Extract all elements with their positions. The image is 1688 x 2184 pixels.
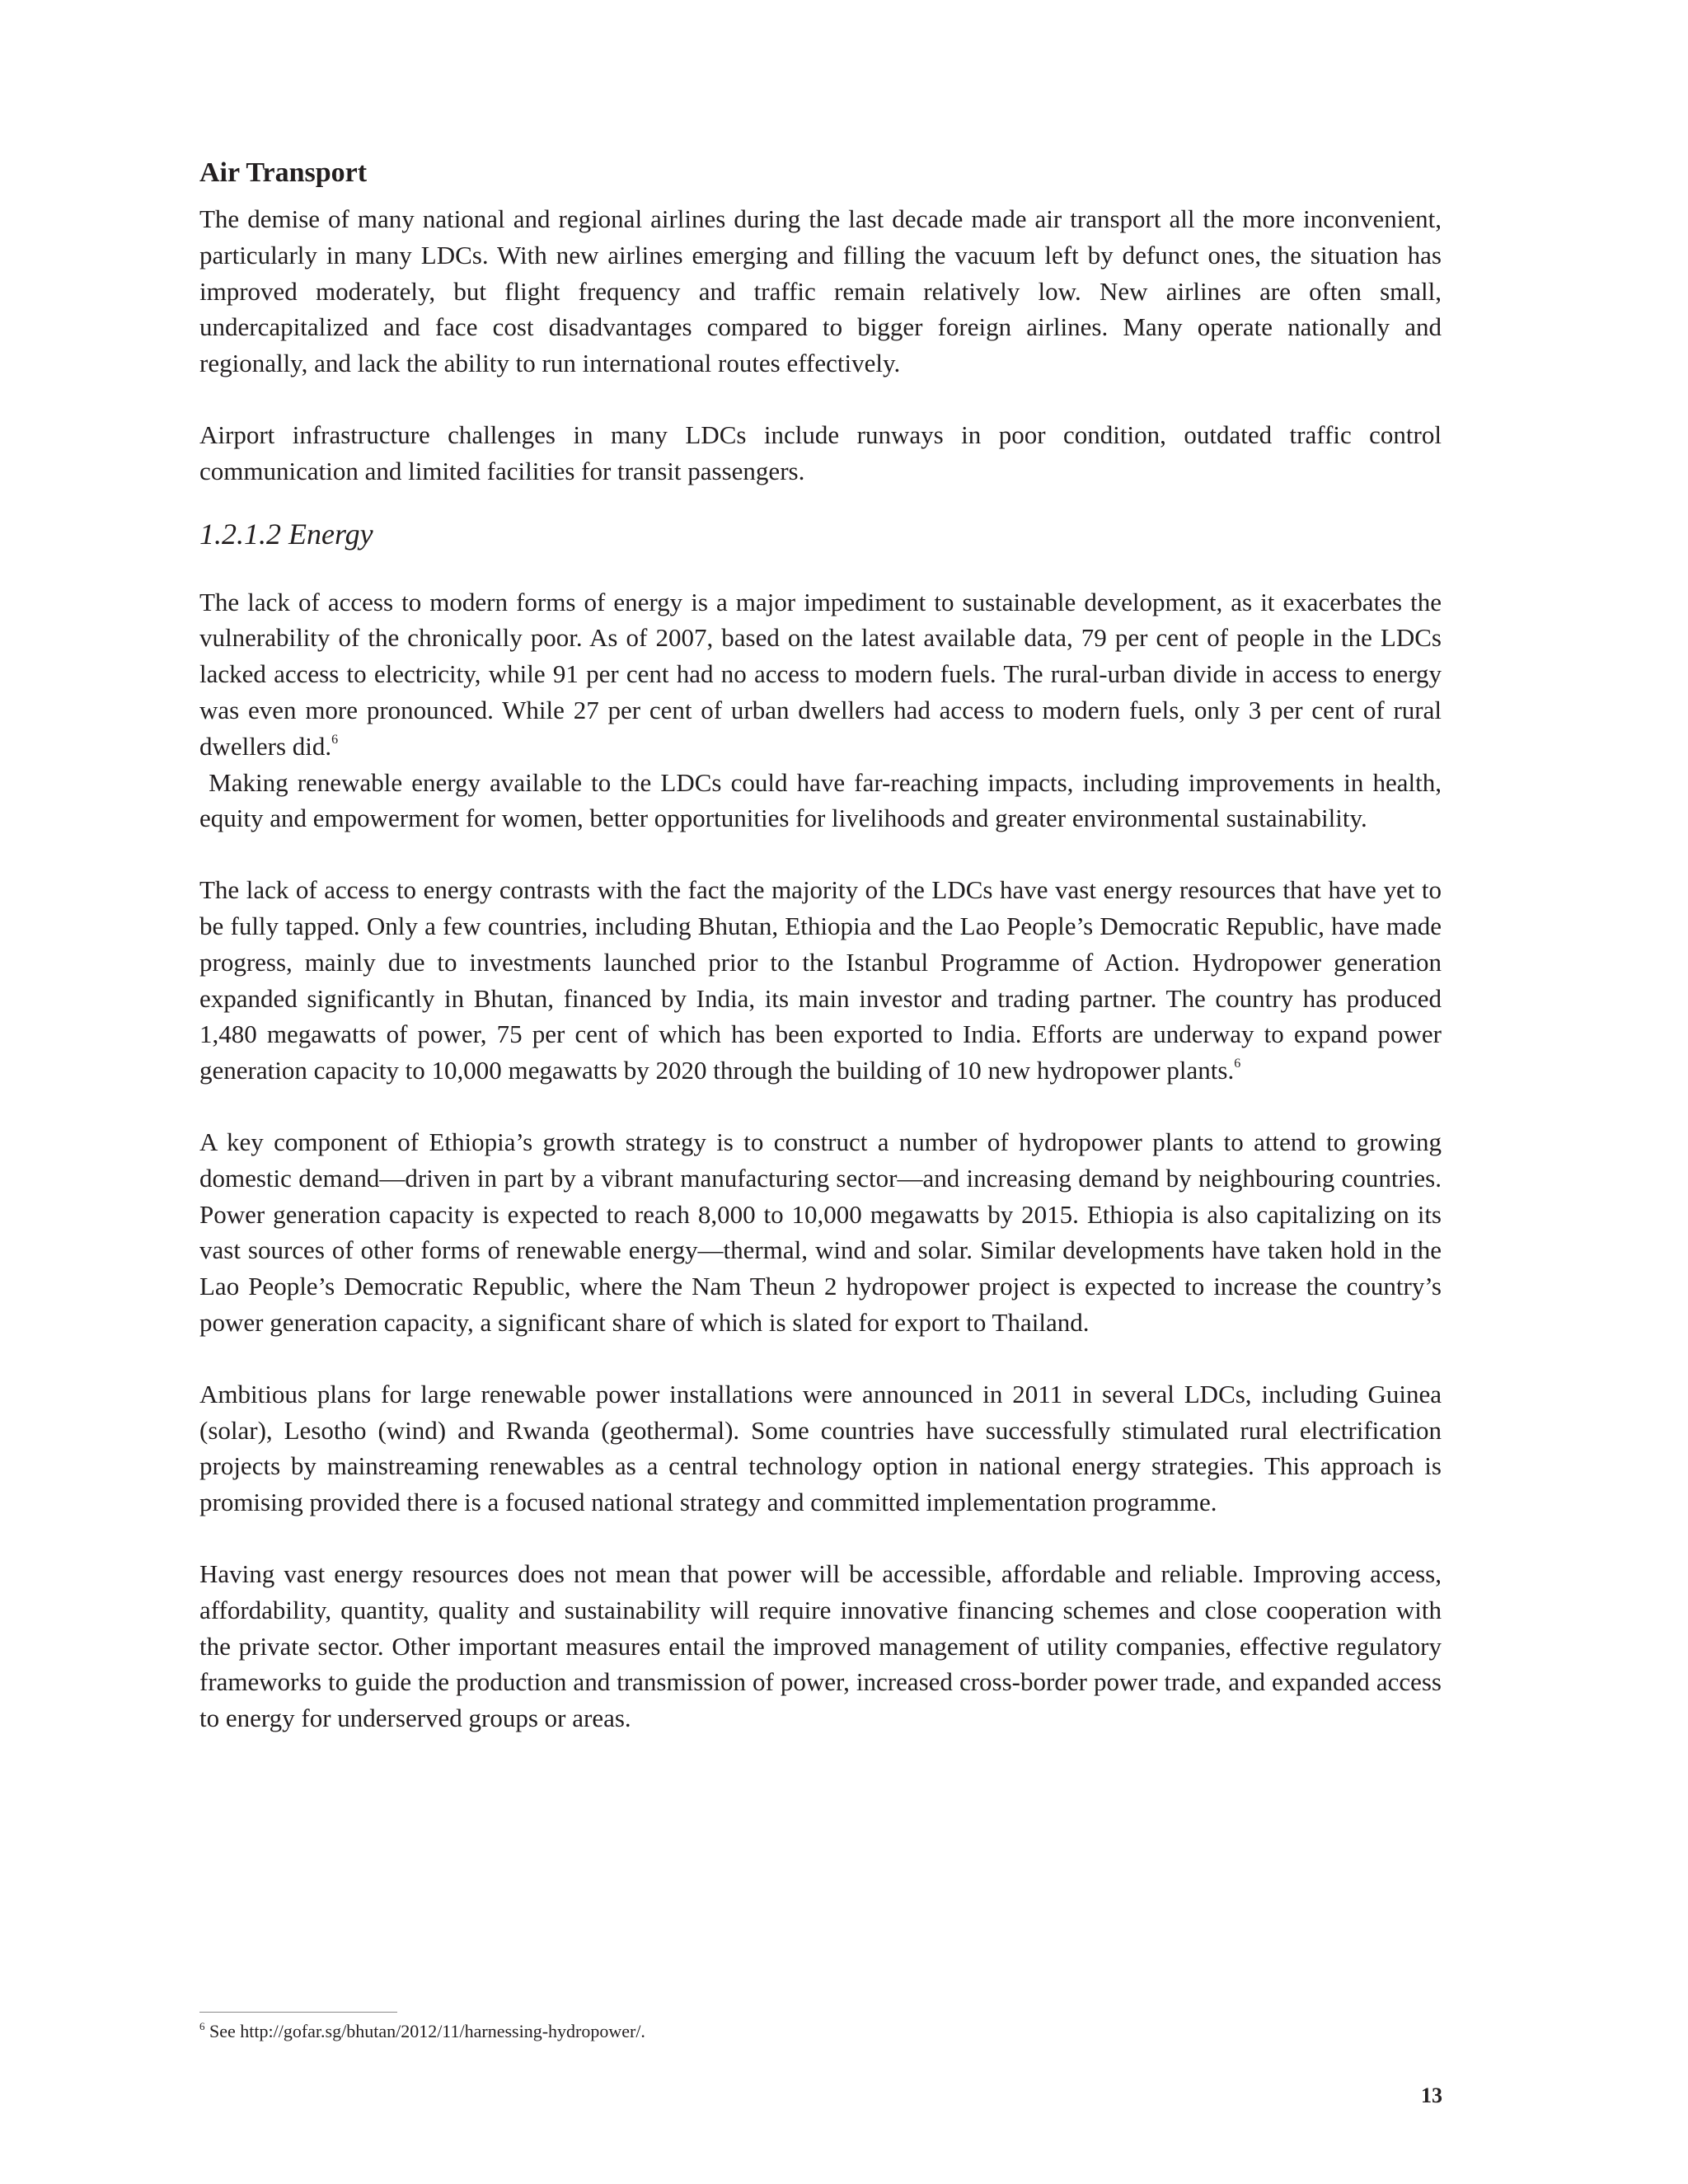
paragraph-energy-2	[199, 872, 1442, 1089]
footnote-divider	[199, 2012, 397, 2013]
paragraph-energy-1	[199, 584, 1442, 837]
paragraph-energy-1-continued: Making renewable energy available to the LDCs could have far-reaching impacts, including improvements in health, equity and empowerment for women, better opportunities for livelihoods and greater environmental sustainability.	[199, 767, 1442, 833]
section-heading: Air Transport	[199, 157, 368, 188]
footnote-marker: 6	[199, 2020, 205, 2032]
paragraph-energy-5: Having vast energy resources does not mean that power will be accessible, affordable and reliable. Improving access, affordability, quantity, quality and sustainability will require innovative financing schemes and close cooperation with the private sector. Other important measures entail the improved management of utility companies, effective regulatory frameworks to guide the production and transmission of power, increased cross-border power trade, and expanded access to energy for underserved groups or areas.	[199, 1558, 1442, 1733]
paragraph-energy-3: A key component of Ethiopia’s growth strategy is to construct a number of hydropower plants to attend to growing domestic demand—driven in part by a vibrant manufacturing sector—and increasing demand by neighbouring countries. Power generation capacity is expected to reach 8,000 to 10,000 megawatts by 2015. Ethiopia is also capitalizing on its vast sources of other forms of renewable energy—thermal, wind and solar. Similar developments have taken hold in the Lao People’s Democratic Republic, where the Nam Theun 2 hydropower project is expected to increase the country’s power generation capacity, a significant share of which is slated for export to Thailand.	[199, 1127, 1442, 1337]
page-content	[199, 157, 1442, 1736]
paragraph-energy-2-text: The lack of access to energy contrasts with the fact the majority of the LDCs have vast energy resources that have yet to be fully tapped. Only a few countries, including Bhutan, Ethiopia and the Lao People’s Democratic Republic, have made progress, mainly due to investments launched prior to the Istanbul Programme of Action. Hydropower generation expanded significantly in Bhutan, financed by India, its main investor and trading partner. The country has produced 1,480 megawatts of power, 75 per cent of which has been exported to India. Efforts are underway to expand power generation capacity to 10,000 megawatts by 2020 through the building of 10 new hydropower plants.	[199, 875, 1442, 1085]
paragraph-energy-4: Ambitious plans for large renewable power installations were announced in 2011 in several LDCs, including Guinea (solar), Lesotho (wind) and Rwanda (geothermal). Some countries have successfully stimulated rural electrification projects by mainstreaming renewables as a central technology option in national energy strategies. This approach is promising provided there is a focused national strategy and committed implementation programme.	[199, 1379, 1442, 1517]
page-number: 13	[1421, 2083, 1442, 2107]
paragraph-air-transport-2: Airport infrastructure challenges in many LDCs include runways in poor condition, outdated traffic control communication and limited facilities for transit passengers.	[199, 419, 1442, 485]
footnote	[199, 2020, 645, 2043]
footnote-reference: 6	[1234, 1057, 1241, 1071]
footnote-reference: 6	[331, 732, 339, 747]
subsection-heading: 1.2.1.2 Energy	[199, 517, 373, 551]
paragraph-energy-1-text: The lack of access to modern forms of energy is a major impediment to sustainable development, as it exacerbates the vulnerability of the chronically poor. As of 2007, based on the latest available data, 79 per cent of people in the LDCs lacked access to electricity, while 91 per cent had no access to modern fuels. The rural-urban divide in access to energy was even more pronounced. While 27 per cent of urban dwellers had access to modern fuels, only 3 per cent of rural dwellers did.	[199, 587, 1442, 761]
paragraph-air-transport-1: The demise of many national and regional airlines during the last decade made air transport all the more inconvenient, particularly in many LDCs. With new airlines emerging and filling the vacuum left by defunct ones, the situation has improved moderately, but flight frequency and traffic remain relatively low. New airlines are often small, undercapitalized and face cost disadvantages compared to bigger foreign airlines. Many operate nationally and regionally, and lack the ability to run international routes effectively.	[199, 204, 1442, 378]
footnote-text: See http://gofar.sg/bhutan/2012/11/harnessing-hydropower/.	[209, 2021, 645, 2041]
